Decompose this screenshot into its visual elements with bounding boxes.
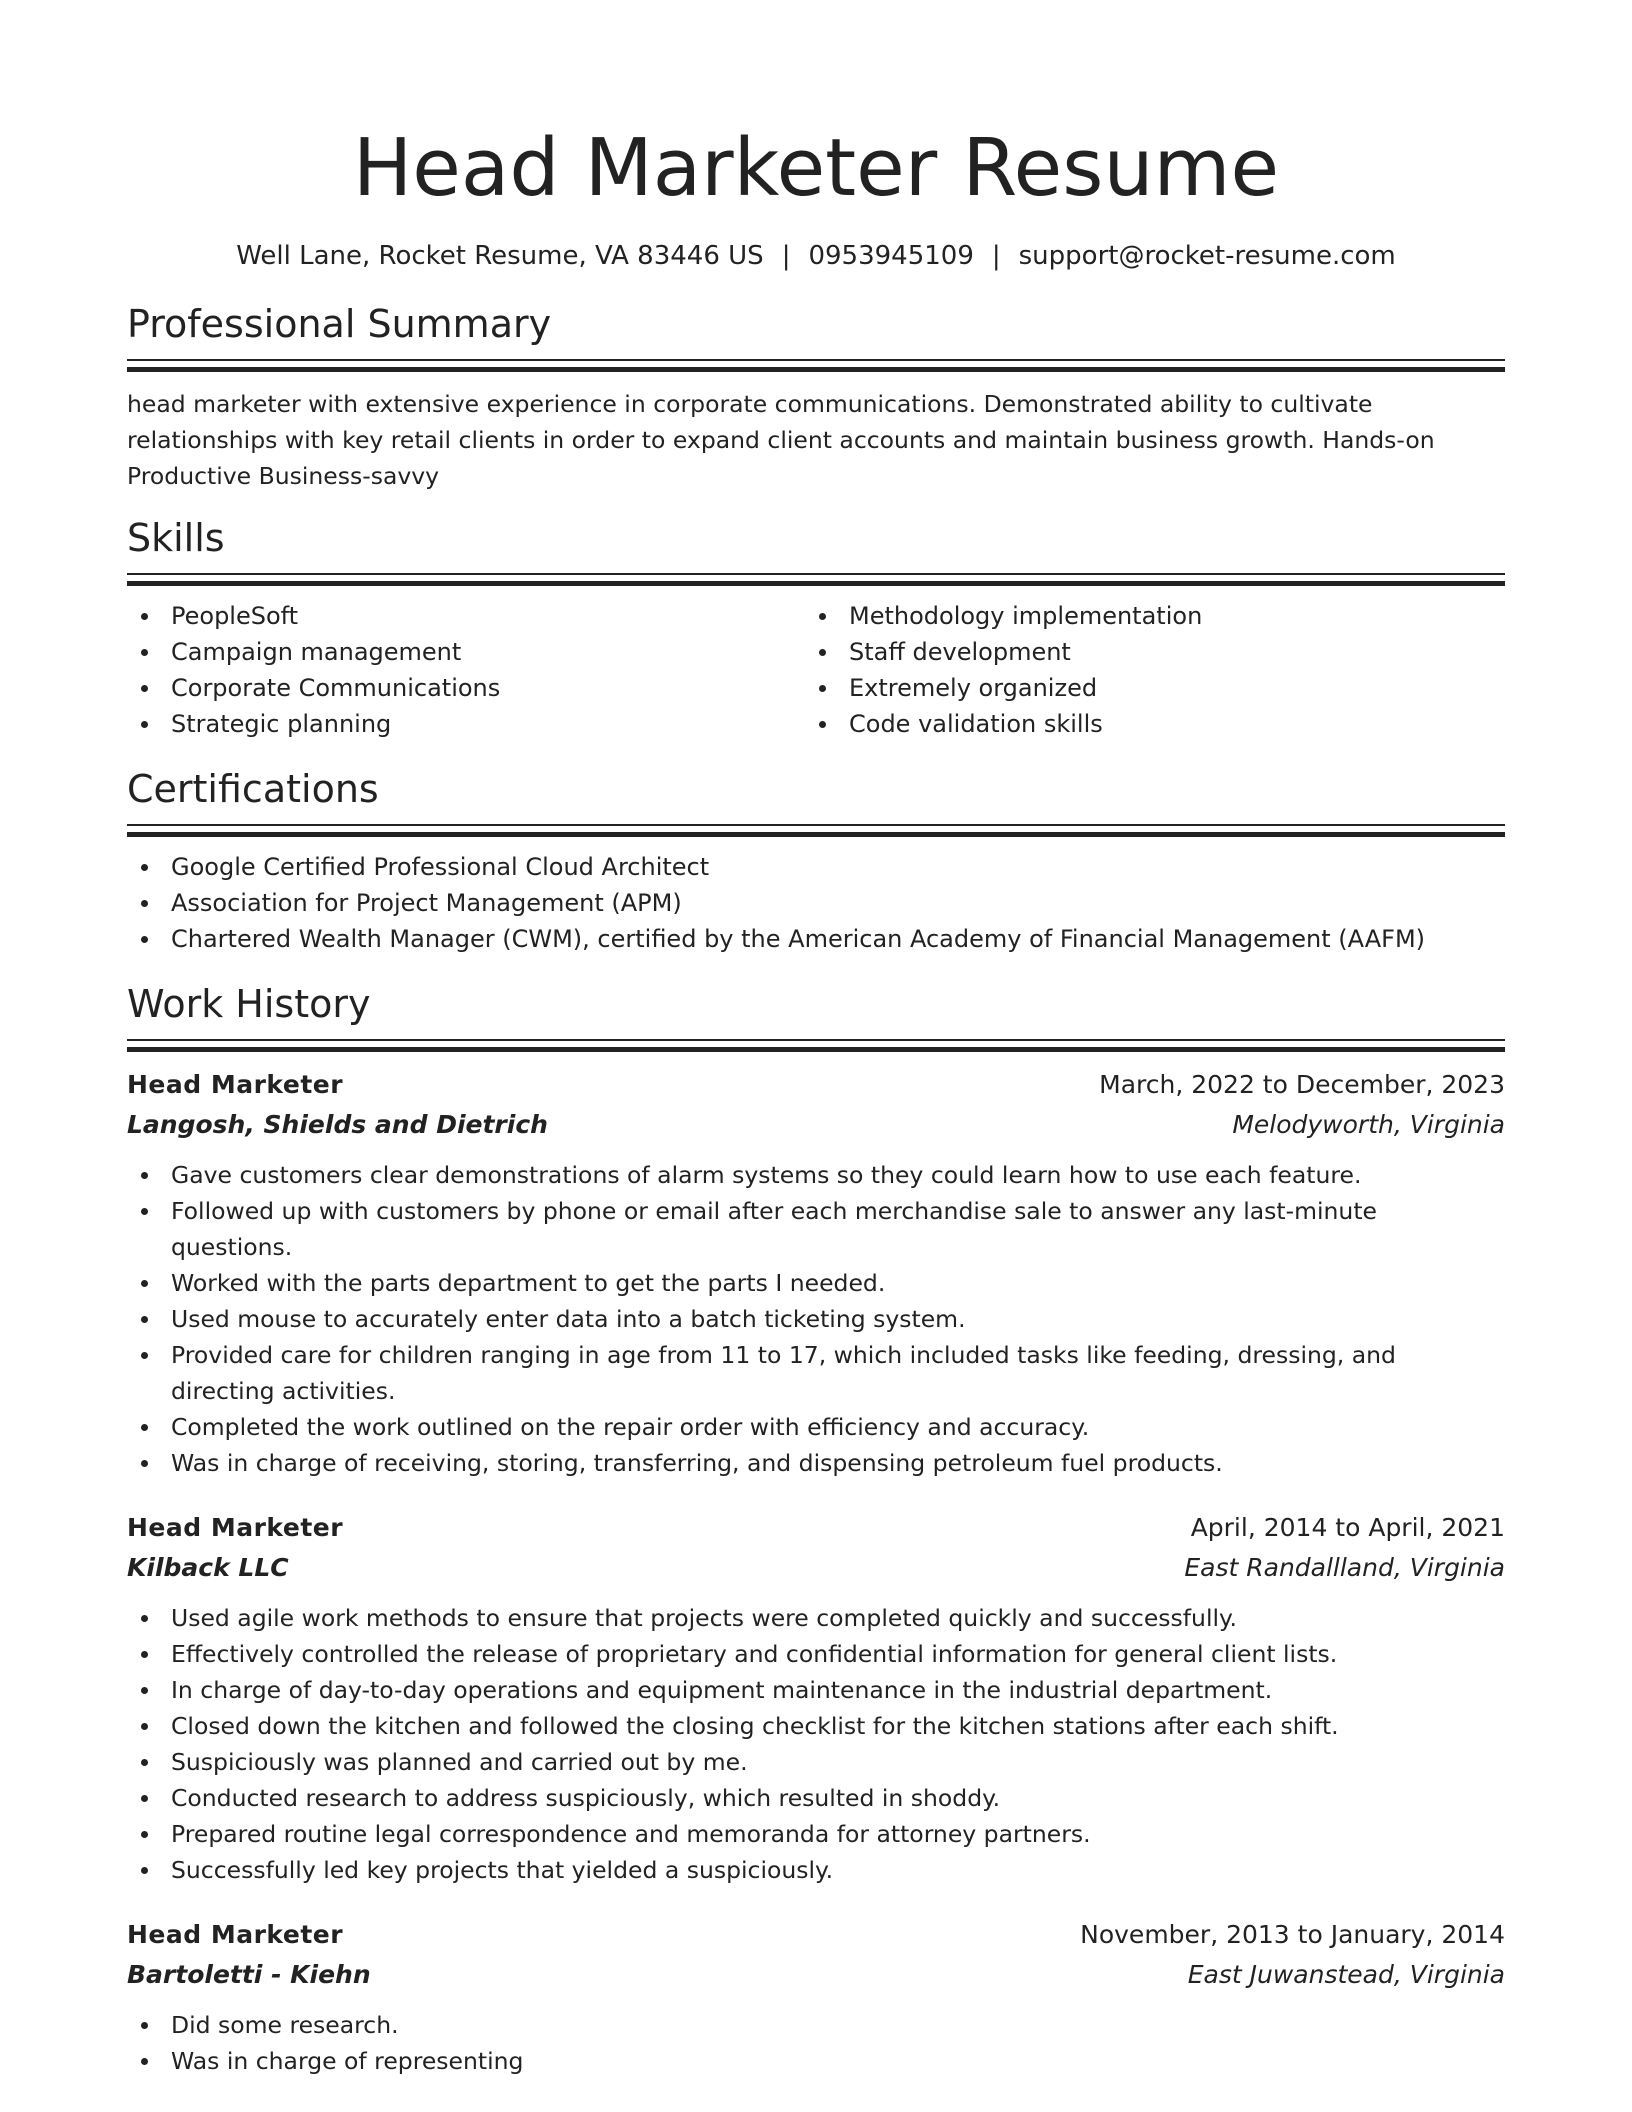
job-dates: November, 2013 to January, 2014 (1080, 1920, 1505, 1949)
job-entry (127, 1067, 1505, 1481)
job-subheader (127, 1957, 1505, 1993)
contact-phone: 0953945109 (808, 241, 974, 271)
list-item: Provided care for children ranging in age from 11 to 17, which included tasks like feeding, dressing, and directing activities. (171, 1337, 1505, 1409)
job-title: Head Marketer (127, 1513, 344, 1542)
list-item: Strategic planning (171, 706, 805, 742)
job-title: Head Marketer (127, 1070, 344, 1099)
job-company: Langosh, Shields and Dietrich (127, 1110, 548, 1139)
resume-header (127, 0, 1505, 273)
job-dates: March, 2022 to December, 2023 (1099, 1070, 1505, 1099)
job-bullets (127, 1600, 1505, 1888)
list-item: Campaign management (171, 634, 805, 670)
list-item: Gave customers clear demonstrations of alarm systems so they could learn how to use each feature. (171, 1157, 1505, 1193)
job-header (127, 1917, 1505, 1953)
job-header (127, 1510, 1505, 1546)
job-dates: April, 2014 to April, 2021 (1190, 1513, 1505, 1542)
list-item: Closed down the kitchen and followed the closing checklist for the kitchen stations after each shift. (171, 1708, 1505, 1744)
summary-text: head marketer with extensive experience in corporate communications. Demonstrated ability to cultivate relationships with key retail clients in order to expand client accounts and maintain business growth. Hands-on Productive Business-savvy (127, 390, 1435, 490)
list-item: Successfully led key projects that yielded a suspiciously. (171, 1852, 1505, 1888)
skills-list-left (127, 598, 805, 742)
contact-address: Well Lane, Rocket Resume, VA 83446 US (236, 241, 764, 271)
job-location: East Randallland, Virginia (1184, 1553, 1505, 1582)
section-divider (127, 1039, 1505, 1052)
contact-separator: | (991, 241, 1001, 271)
section-divider (127, 359, 1505, 372)
job-entry (127, 1510, 1505, 1888)
resume-title: Head Marketer Resume (352, 122, 1280, 214)
job-location: East Juwanstead, Virginia (1187, 1960, 1505, 1989)
section-title-skills: Skills (127, 516, 225, 560)
job-entry (127, 1917, 1505, 2079)
job-title: Head Marketer (127, 1920, 344, 1949)
list-item: Was in charge of representing (171, 2043, 1505, 2079)
job-bullets (127, 2007, 1505, 2079)
list-item: Was in charge of receiving, storing, transferring, and dispensing petroleum fuel products. (171, 1445, 1505, 1481)
list-item: Chartered Wealth Manager (CWM), certified by the American Academy of Financial Management (AAFM) (171, 921, 1505, 957)
list-item: Google Certified Professional Cloud Architect (171, 849, 1505, 885)
summary-section (127, 299, 1505, 494)
list-item: Association for Project Management (APM) (171, 885, 1505, 921)
section-title-certifications: Certifications (127, 767, 379, 811)
list-item: In charge of day-to-day operations and equipment maintenance in the industrial department. (171, 1672, 1505, 1708)
skills-grid (127, 598, 1505, 742)
list-item: Suspiciously was planned and carried out by me. (171, 1744, 1505, 1780)
list-item: Code validation skills (849, 706, 1483, 742)
certifications-list (127, 849, 1505, 957)
contact-line (127, 239, 1505, 273)
job-bullets (127, 1157, 1505, 1481)
list-item: Conducted research to address suspiciously, which resulted in shoddy. (171, 1780, 1505, 1816)
list-item: Methodology implementation (849, 598, 1483, 634)
job-subheader (127, 1550, 1505, 1586)
list-item: Prepared routine legal correspondence and memoranda for attorney partners. (171, 1816, 1505, 1852)
job-subheader (127, 1107, 1505, 1143)
section-title-work: Work History (127, 982, 371, 1026)
list-item: Followed up with customers by phone or email after each merchandise sale to answer any last-minute questions. (171, 1193, 1505, 1265)
job-location: Melodyworth, Virginia (1232, 1110, 1505, 1139)
skills-section (127, 513, 1505, 742)
section-divider (127, 573, 1505, 586)
list-item: PeopleSoft (171, 598, 805, 634)
list-item: Staff development (849, 634, 1483, 670)
section-divider (127, 824, 1505, 837)
list-item: Did some research. (171, 2007, 1505, 2043)
list-item: Used mouse to accurately enter data into a batch ticketing system. (171, 1301, 1505, 1337)
contact-separator: | (781, 241, 791, 271)
work-section (127, 979, 1505, 2079)
job-header (127, 1067, 1505, 1103)
skills-list-right (805, 598, 1483, 742)
certifications-section (127, 764, 1505, 957)
job-company: Kilback LLC (127, 1553, 289, 1582)
job-company: Bartoletti - Kiehn (127, 1960, 371, 1989)
list-item: Extremely organized (849, 670, 1483, 706)
contact-email[interactable]: support@rocket-resume.com (1018, 241, 1396, 271)
list-item: Corporate Communications (171, 670, 805, 706)
list-item: Used agile work methods to ensure that projects were completed quickly and successfully. (171, 1600, 1505, 1636)
list-item: Worked with the parts department to get the parts I needed. (171, 1265, 1505, 1301)
list-item: Completed the work outlined on the repair order with efficiency and accuracy. (171, 1409, 1505, 1445)
list-item: Effectively controlled the release of proprietary and confidential information for general client lists. (171, 1636, 1505, 1672)
section-title-summary: Professional Summary (127, 302, 552, 346)
